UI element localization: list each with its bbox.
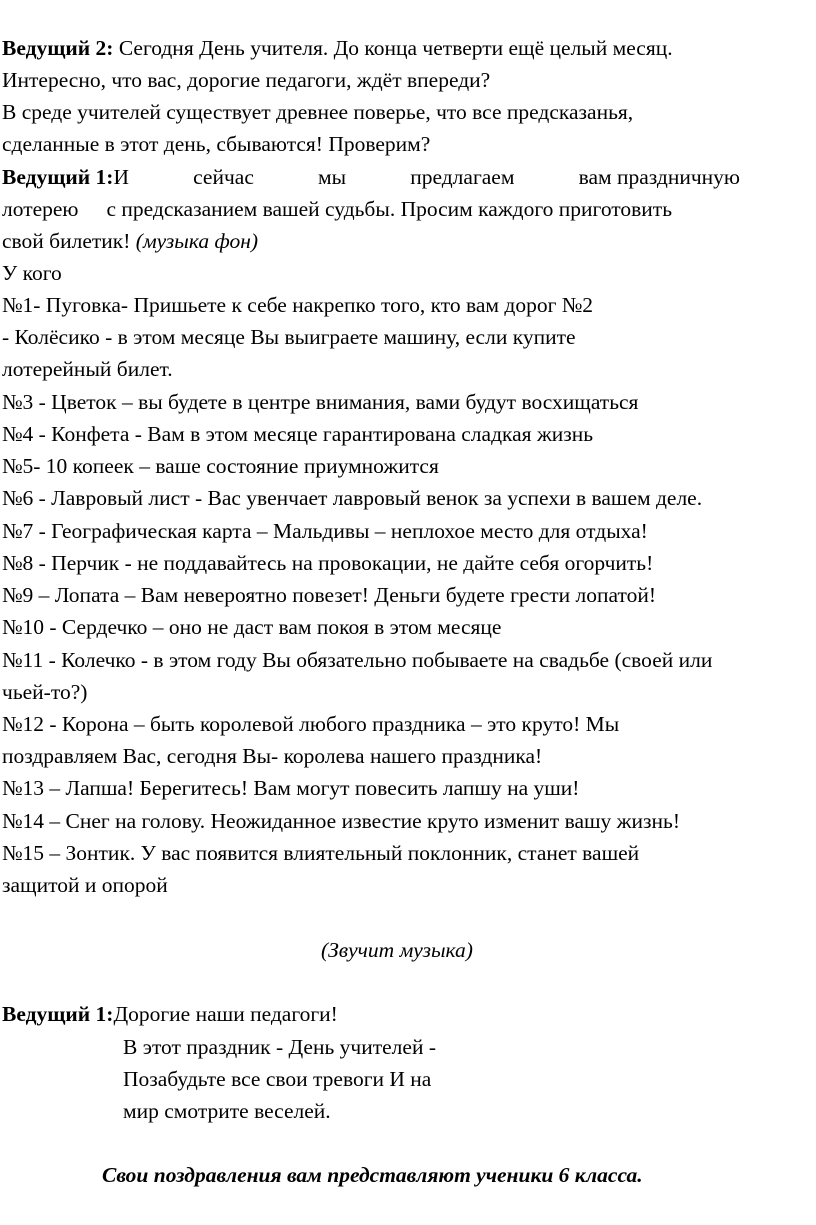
music-cue: (Звучит музыка) [321, 938, 473, 962]
item-12-line-1: №12 - Корона – быть королевой любого праздника – это круто! Мы [2, 712, 620, 736]
host1-word-1: И [113, 165, 129, 189]
item-3: №3 - Цветок – вы будете в центре внимания, вами будут восхищаться [2, 390, 639, 414]
final-announcement: Свои поздравления вам представляют ученики 6 класса. [102, 1163, 643, 1187]
host1-text-2a: лотерею [2, 197, 79, 221]
item-13: №13 – Лапша! Берегитесь! Вам могут повесить лапшу на уши! [2, 776, 580, 800]
host1-text-2b: с предсказанием вашей судьбы. Просим каждого приготовить [106, 197, 673, 221]
item-9: №9 – Лопата – Вам невероятно повезет! Деньги будете грести лопатой! [2, 583, 657, 607]
host1-word-3: мы [318, 165, 347, 189]
closing-line-1 [2, 1001, 338, 1027]
host1-word-2: сейчас [193, 165, 254, 189]
item-7: №7 - Географическая карта – Мальдивы – неплохое место для отдыха! [2, 519, 648, 543]
item-5: №5- 10 копеек – ваше состояние приумножится [2, 454, 439, 478]
host2-line-2: Интересно, что вас, дорогие педагоги, ждёт впереди? [2, 68, 491, 92]
item-11-line-2: чьей-то?) [2, 680, 88, 704]
poem-line-3: мир смотрите веселей. [123, 1099, 331, 1123]
item-1: №1- Пуговка- Пришьете к себе накрепко того, кто вам дорог №2 [2, 293, 594, 317]
host1-text-3: свой билетик! [2, 229, 136, 253]
closing-text-1: Дорогие наши педагоги! [113, 1002, 338, 1026]
host2-line-4: сделанные в этот день, сбываются! Проверим? [2, 132, 431, 156]
item-2-line-1: - Колёсико - в этом месяце Вы выиграете машину, если купите [2, 325, 576, 349]
u-kogo: У кого [2, 261, 62, 285]
item-4: №4 - Конфета - Вам в этом месяце гарантирована сладкая жизнь [2, 422, 594, 446]
item-2-line-2: лотерейный билет. [2, 357, 173, 381]
host1-speaker: Ведущий 1: [2, 165, 114, 189]
music-note: (музыка фон) [135, 229, 259, 253]
item-15-line-2: защитой и опорой [2, 873, 168, 897]
item-10: №10 - Сердечко – оно не даст вам покоя в этом месяце [2, 615, 502, 639]
item-11-line-1: №11 - Колечко - в этом году Вы обязательно побываете на свадьбе (своей или [2, 648, 713, 672]
host1-line-1 [2, 164, 740, 190]
poem-line-2: Позабудьте все свои тревоги И на [123, 1067, 432, 1091]
item-6: №6 - Лавровый лист - Вас увенчает лавровый венок за успехи в вашем деле. [2, 486, 703, 510]
host2-speaker: Ведущий 2: [2, 36, 114, 60]
host2-text-1: Сегодня День учителя. До конца четверти ещё целый месяц. [113, 36, 673, 60]
poem-line-1: В этот праздник - День учителей - [123, 1035, 436, 1059]
item-12-line-2: поздравляем Вас, сегодня Вы- королева нашего праздника! [2, 744, 543, 768]
item-15-line-1: №15 – Зонтик. У вас появится влиятельный поклонник, станет вашей [2, 841, 640, 865]
host1-word-5: вам праздничную [578, 165, 740, 189]
host1-line-2 [2, 196, 672, 222]
item-14: №14 – Снег на голову. Неожиданное известие круто изменит вашу жизнь! [2, 809, 680, 833]
host2-line-1 [2, 35, 673, 61]
host1-line-3 [2, 228, 258, 254]
item-8: №8 - Перчик - не поддавайтесь на провокации, не дайте себя огорчить! [2, 551, 654, 575]
host2-line-3: В среде учителей существует древнее поверье, что все предсказанья, [2, 100, 634, 124]
closing-speaker: Ведущий 1: [2, 1002, 114, 1026]
host1-word-4: предлагаем [410, 165, 515, 189]
